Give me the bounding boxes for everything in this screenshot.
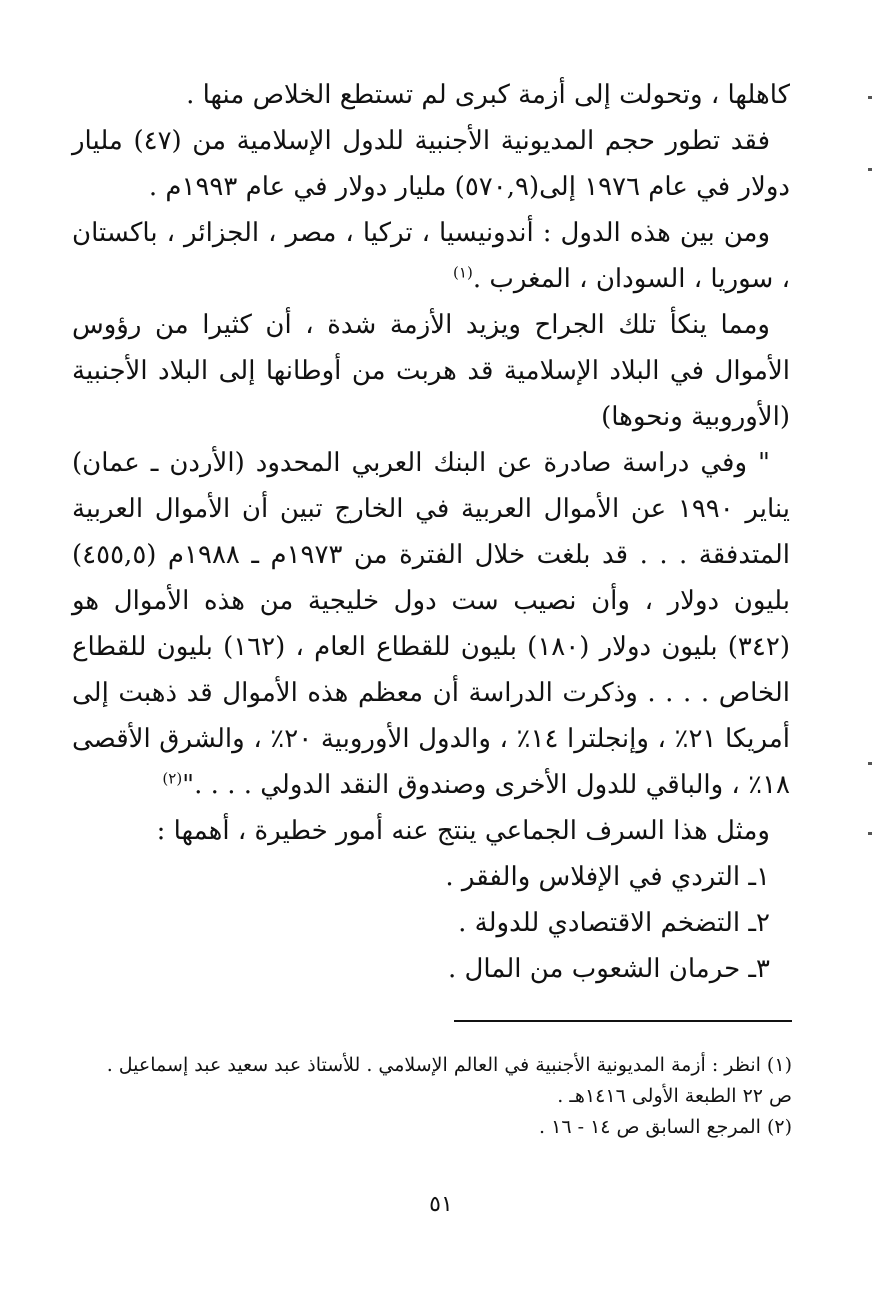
footnote-2: (٢) المرجع السابق ص ١٤ - ١٦ . [539, 1116, 792, 1138]
footnote-ref-1: (١) [453, 263, 473, 282]
paragraph-text: فقد تطور حجم المديونية الأجنبية للدول الإسلامية من (٤٧) مليار دولار في عام ١٩٧٦ إلى(٥٧٠,٩) مليار دولار في عام ١٩٩٣م . [72, 126, 790, 202]
paragraph-continuation [72, 72, 790, 118]
margin-mark [868, 762, 872, 765]
paragraph-text: ومثل هذا السرف الجماعي ينتج عنه أمور خطيرة ، أهمها : [156, 816, 770, 846]
footnotes [80, 1050, 792, 1143]
margin-mark [868, 96, 872, 99]
body-text [72, 72, 790, 992]
page-number: ٥١ [429, 1192, 453, 1217]
paragraph-text: ومن بين هذه الدول : أندونيسيا ، تركيا ، مصر ، الجزائر ، باكستان ، سوريا ، السودان ، المغرب . [72, 218, 790, 294]
paragraph-text: " وفي دراسة صادرة عن البنك العربي المحدود (الأردن ـ عمان) يناير ١٩٩٠ عن الأموال العربية في الخارج تبين أن الأموال العربية المتدفقة . . . قد بلغت خلال الفترة من ١٩٧٣م ـ ١٩٨٨م (٤٥٥,٥) بليون دولار ، وأن نصيب ست دول خليجية من هذه الأموال هو (٣٤٢) بليون دولار (١٨٠) بليون للقطاع العام ، (١٦٢) بليون للقطاع الخاص . . . . وذكرت الدراسة أن معظم هذه الأموال قد ذهبت إلى أمريكا ٢١٪ ، وإنجلترا ١٤٪ ، والدول الأوروبية ٢٠٪ ، والشرق الأقصى ١٨٪ ، والباقي للدول الأخرى وصندوق النقد الدولي . . . ." [72, 448, 790, 800]
consequences-list [72, 854, 790, 992]
paragraph-countries [72, 210, 790, 302]
paragraph-study-quote [72, 440, 790, 808]
paragraph-text: كاهلها ، وتحولت إلى أزمة كبرى لم تستطع الخلاص منها . [186, 80, 790, 110]
paragraph-capital-flight [72, 302, 790, 440]
paragraph-consequences-intro [72, 808, 790, 854]
margin-mark [868, 832, 872, 835]
paragraph-debt-growth [72, 118, 790, 210]
paragraph-text: ومما ينكأ تلك الجراح ويزيد الأزمة شدة ، أن كثيرا من رؤوس الأموال في البلاد الإسلامية قد هربت من أوطانها إلى البلاد الأجنبية (الأوروبية ونحوها) [72, 310, 790, 432]
margin-mark [868, 168, 872, 171]
footnote-separator [454, 1020, 792, 1022]
footnote-1: (١) انظر : أزمة المديونية الأجنبية في العالم الإسلامي . للأستاذ عبد سعيد عبد إسماعيل . ص ٢٢ الطبعة الأولى ١٤١٦هـ . [106, 1054, 792, 1107]
list-item: ٣ـ حرمان الشعوب من المال . [447, 954, 770, 984]
list-item: ٢ـ التضخم الاقتصادي للدولة . [458, 908, 770, 938]
footnote-ref-2: (٢) [162, 769, 183, 788]
list-item: ١ـ التردي في الإفلاس والفقر . [445, 862, 770, 892]
